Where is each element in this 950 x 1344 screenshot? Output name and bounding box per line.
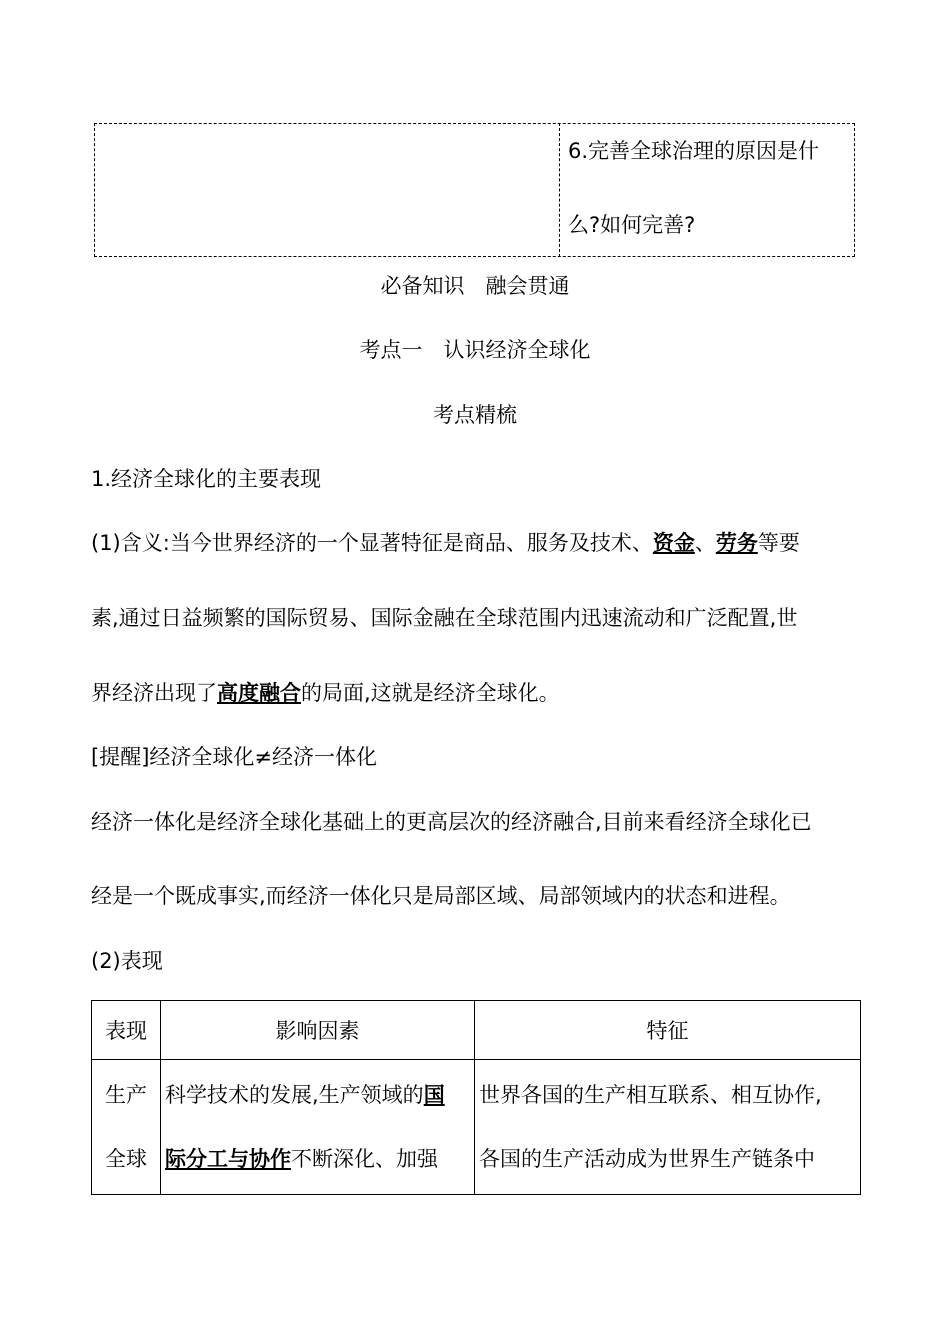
cell-line: 生产 [105, 1083, 147, 1107]
table-row [92, 1060, 861, 1195]
integration-line-1: 经济一体化是经济全球化基础上的更高层次的经济融合,目前来看经济全球化已 [91, 810, 812, 834]
topic-title: 考点一 认识经济全球化 [359, 338, 591, 362]
keyword-division: 国 [423, 1083, 445, 1107]
table-header: 影响因素 [161, 1001, 475, 1060]
keyword-labor: 劳务 [715, 531, 758, 555]
table-header: 特征 [475, 1001, 861, 1060]
cell-line: 各国的生产活动成为世界生产链条中 [479, 1147, 815, 1171]
heading-main-manifestations: 1.经济全球化的主要表现 [91, 467, 322, 491]
definition-line-2: 素,通过日益频繁的国际贸易、国际金融在全球范围内迅速流动和广泛配置,世 [91, 606, 798, 630]
cell-text: 科学技术的发展,生产领域的 [165, 1083, 424, 1107]
definition-text: 、 [694, 531, 716, 555]
section-title: 必备知识 融会贯通 [380, 274, 570, 298]
definition-text: 的局面,这就是经济全球化。 [301, 681, 560, 705]
definition-text: 界经济出现了 [91, 681, 217, 705]
table-header-row [92, 1001, 861, 1060]
cell-line: 世界各国的生产相互联系、相互协作, [479, 1083, 822, 1107]
cell-text: 不断深化、加强 [291, 1147, 438, 1171]
question-box-divider [559, 123, 560, 257]
manifestation-table [91, 1000, 861, 1195]
keyword-capital: 资金 [652, 531, 695, 555]
keyword-division: 际分工与协作 [165, 1147, 291, 1171]
cell-line [165, 1127, 470, 1191]
table-cell [161, 1060, 475, 1195]
definition-line-1 [91, 533, 800, 554]
keyword-high-integration: 高度融合 [217, 681, 301, 705]
definition-line-3 [91, 683, 560, 704]
question-line-1: 6.完善全球治理的原因是什 [568, 139, 820, 163]
definition-text: 等要 [757, 531, 800, 555]
question-line-2: 么?如何完善? [568, 213, 696, 237]
sub-title: 考点精梳 [433, 403, 517, 427]
heading-manifestations: (2)表现 [91, 949, 163, 973]
table-cell [92, 1060, 161, 1195]
cell-line: 全球 [105, 1147, 147, 1171]
table-cell [475, 1060, 861, 1195]
cell-line [165, 1063, 470, 1127]
definition-text: (1)含义:当今世界经济的一个显著特征是商品、服务及技术、 [91, 531, 653, 555]
table-header: 表现 [92, 1001, 161, 1060]
integration-line-2: 经是一个既成事实,而经济一体化只是局部区域、局部领域内的状态和进程。 [91, 884, 791, 908]
reminder-note: [提醒]经济全球化≠经济一体化 [91, 745, 377, 769]
